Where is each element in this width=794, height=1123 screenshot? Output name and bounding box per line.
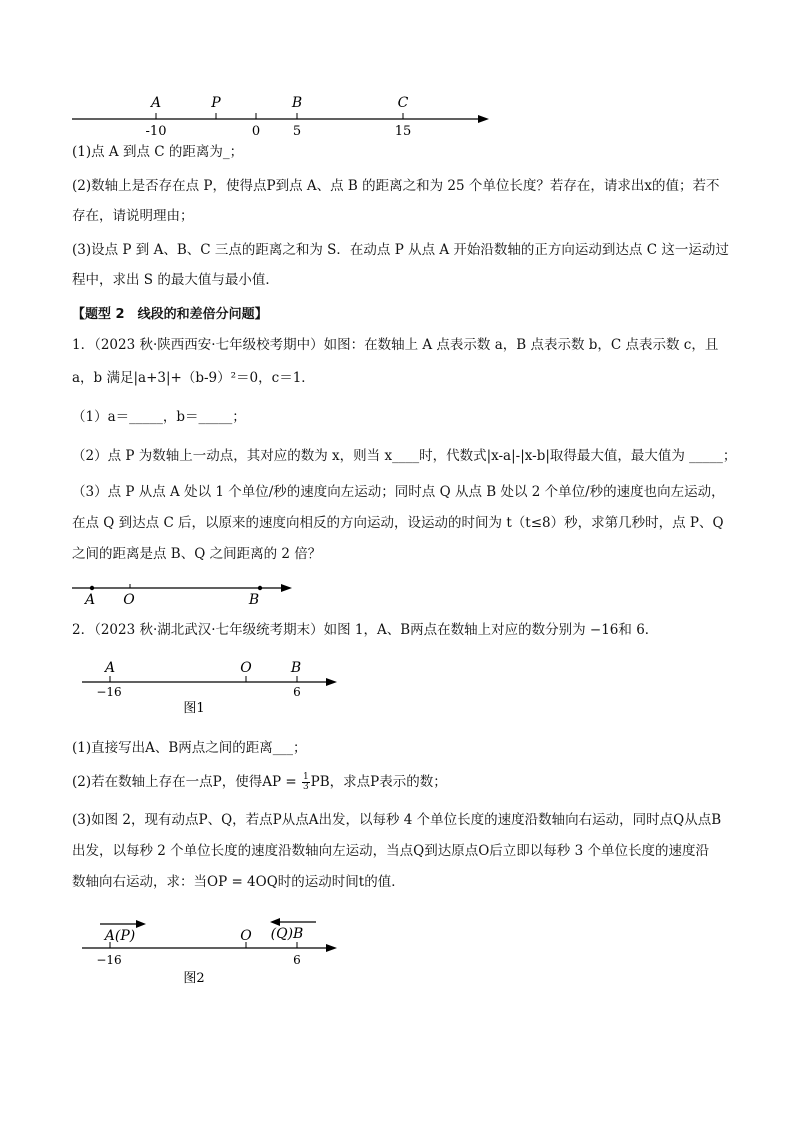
figure-1 [0,656,794,716]
tick-label: 15 [394,124,412,139]
question-text: 存在，请说明理由； [72,208,194,224]
tick-label: 5 [292,124,302,139]
point-label-qb: (Q)B [270,926,304,942]
number-line-top [0,90,794,140]
point-label-b: B [290,660,302,676]
problem-text: (1)直接写出A、B两点之间的距离___； [72,740,307,756]
point-label-a: A [84,592,96,608]
problem-text: a，b 满足|a+3|+（b-9）²＝0，c＝1． [72,370,315,386]
arrowhead [326,678,337,686]
tick-label: -10 [145,124,167,139]
figure-2 [0,910,794,990]
point-label-p: P [211,95,221,111]
tick-label: −16 [96,685,122,699]
point-b [258,586,262,590]
number-line-ex1 [0,578,794,608]
problem-text: 之间的距离是点 B、Q 之间距离的 2 倍？ [72,546,322,562]
point-label-ap: A(P) [104,928,136,944]
tick-label: 6 [293,685,301,699]
problem-text: （1）a＝_____，b＝_____； [72,409,246,425]
point-label-a: A [104,660,116,676]
point-label-b: B [248,592,260,608]
tick-label: 6 [293,953,301,967]
problem-text: （3）点 P 从点 A 处以 1 个单位/秒的速度向左运动；同时点 Q 从点 B 处以 2 个单位/秒的速度也向左运动， [72,484,725,500]
problem-text: (2)若在数轴上存在一点P，使得AP = [72,774,301,790]
problem-text: （2）点 P 为数轴上一动点，其对应的数为 x，则当 x____时，代数式|x-a|-|x-b|取得最大值，最大值为 _____； [72,448,737,464]
problem-text: 数轴向右运动，求：当OP = 4OQ时的运动时间t的值． [72,874,405,890]
arrowhead [326,944,337,952]
point-a [90,586,94,590]
fraction-denominator: 3 [302,782,309,792]
point-label-b: B [291,95,303,111]
question-text: (1)点 A 到点 C 的距离为_； [72,144,244,160]
point-label-c: C [397,95,409,111]
problem-text: 1．（2023 秋·陕西西安·七年级校考期中）如图：在数轴上 A 点表示数 a，B 点表示数 b，C 点表示数 c，且 [72,337,719,353]
question-text: (3)设点 P 到 A、B、C 三点的距离之和为 S．在动点 P 从点 A 开始沿数轴的正方向运动到达点 C 这一运动过 [72,242,729,258]
figure-caption: 图1 [183,701,205,716]
section-title: 【题型 2 线段的和差倍分问题】 [72,307,268,322]
problem-text: (3)如图 2，现有动点P、Q，若点P从点A出发，以每秒 4 个单位长度的速度沿数轴向右运动，同时点Q从点B [72,812,722,828]
point-label-o: O [123,592,135,608]
point-label-o: O [240,660,252,676]
arrowhead [270,918,280,926]
question-text: (2)数轴上是否存在点 P，使得点P到点 A、点 B 的距离之和为 25 个单位长度？若存在，请求出x的值；若不 [72,178,720,194]
problem-text: 在点 Q 到达点 C 后，以原来的速度向相反的方向运动，设运动的时间为 t（t≤8）秒，求第几秒时，点 P、Q [72,515,724,531]
figure-caption: 图2 [183,971,205,986]
problem-text: 出发，以每秒 2 个单位长度的速度沿数轴向左运动，当点Q到达原点O后立即以每秒 3 个单位长度的速度沿 [72,843,709,859]
problem-text: PB，求点P表示的数； [310,774,447,790]
fraction-numerator: 1 [302,772,309,782]
tick-label: 0 [251,124,261,139]
problem-text [72,772,447,792]
fraction [302,773,310,792]
arrowhead [281,584,292,592]
arrowhead [136,920,146,928]
arrowhead [478,115,489,123]
point-label-a: A [150,95,162,111]
question-text: 程中，求出 S 的最大值与最小值． [72,272,279,288]
problem-text: 2．（2023 秋·湖北武汉·七年级统考期末）如图 1，A、B两点在数轴上对应的数分别为 −16和 6． [72,622,659,638]
tick-label: −16 [96,953,122,967]
point-label-o: O [240,928,252,944]
